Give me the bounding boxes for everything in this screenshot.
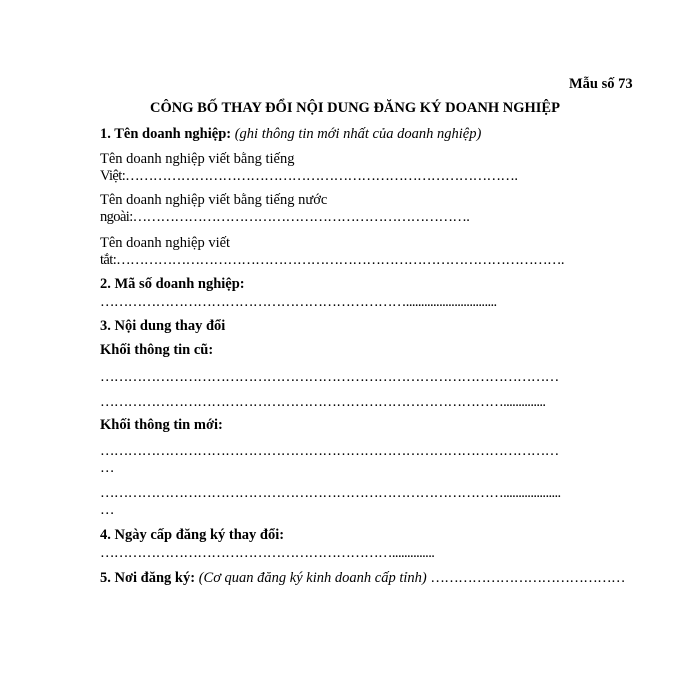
section1-heading: 1. Tên doanh nghiệp: — [100, 126, 232, 142]
foreign-name-field: ngoài:………………………………………………………………. — [100, 209, 470, 225]
section3-heading: 3. Nội dung thay đổi — [100, 318, 226, 334]
section5-row — [100, 570, 625, 587]
old-info-line-2: …………………………………………………………………………….............. — [100, 394, 546, 410]
document-title: CÔNG BỐ THAY ĐỔI NỘI DUNG ĐĂNG KÝ DOANH NGHIỆP — [150, 100, 560, 116]
old-info-line-1: ……………………………………………………………………………………… — [100, 369, 559, 385]
registration-place-field: …………………………………… — [430, 570, 625, 586]
vietnamese-name-field: Việt:…………………………………………………………………………. — [100, 168, 518, 184]
section4-heading: 4. Ngày cấp đăng ký thay đổi: — [100, 527, 285, 543]
new-info-label: Khối thông tin mới: — [100, 417, 223, 433]
old-info-label: Khối thông tin cũ: — [100, 342, 214, 358]
section5-note: (Cơ quan đăng ký kinh doanh cấp tỉnh) — [198, 570, 427, 586]
section1-heading-row — [100, 126, 481, 143]
vietnamese-name-label: Tên doanh nghiệp viết bằng tiếng — [100, 151, 295, 167]
new-info-line-1: ……………………………………………………………………………………… — [100, 443, 559, 459]
section2-heading: 2. Mã số doanh nghiệp: — [100, 276, 245, 292]
short-name-field: tắt:……………………………………………………………………………………. — [100, 252, 564, 268]
new-info-line-4: … — [100, 502, 114, 518]
foreign-name-label: Tên doanh nghiệp viết bằng tiếng nước — [100, 192, 328, 208]
short-name-label: Tên doanh nghiệp viết — [100, 235, 231, 251]
new-info-line-3: ……………………………………………………………………………................... — [100, 485, 561, 501]
change-date-field: ……………………………………………………….............. — [100, 545, 435, 561]
section1-note: (ghi thông tin mới nhất của doanh nghiệp) — [234, 126, 482, 142]
new-info-line-2: … — [100, 460, 114, 476]
form-number: Mẫu số 73 — [569, 76, 633, 92]
section5-heading: 5. Nơi đăng ký: — [100, 570, 196, 586]
enterprise-code-field: ………………………………………………………….............................. — [100, 294, 497, 310]
